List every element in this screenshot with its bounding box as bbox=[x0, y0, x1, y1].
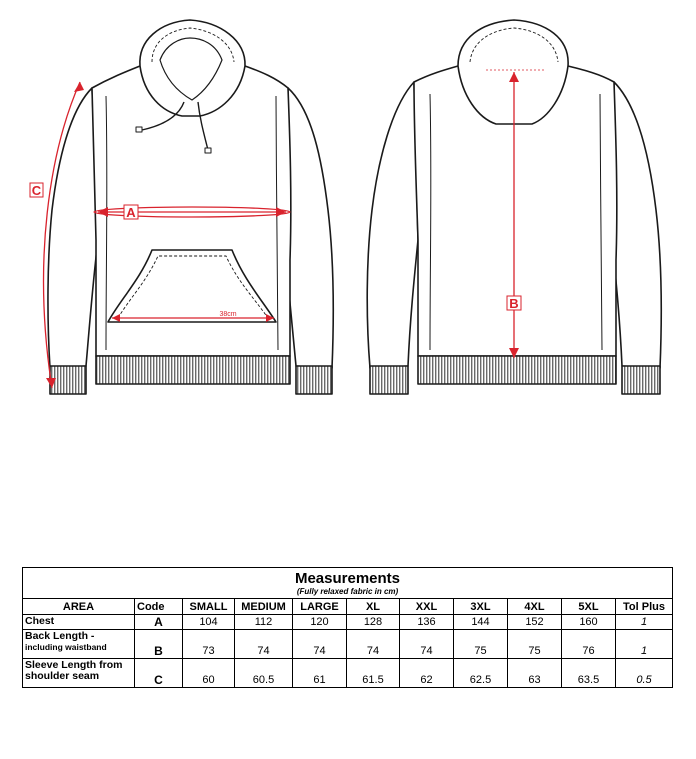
cell-5xl: 63.5 bbox=[562, 659, 616, 688]
back-waistband bbox=[418, 356, 616, 384]
cell-3xl: 144 bbox=[454, 615, 508, 630]
cell-xxl: 62 bbox=[400, 659, 454, 688]
chest-label: A bbox=[126, 205, 136, 220]
cell-3xl: 75 bbox=[454, 630, 508, 659]
cell-4xl: 63 bbox=[508, 659, 562, 688]
cell-medium: 112 bbox=[235, 615, 293, 630]
pocket-width-label: 38cm bbox=[219, 311, 237, 318]
row-area: Chest bbox=[23, 615, 135, 630]
front-right-cuff bbox=[296, 366, 332, 394]
cell-4xl: 152 bbox=[508, 615, 562, 630]
header-small: SMALL bbox=[183, 599, 235, 615]
row-code: C bbox=[135, 659, 183, 688]
row-area: Sleeve Length from shoulder seam bbox=[23, 659, 135, 688]
header-large: LARGE bbox=[293, 599, 347, 615]
header-4xl: 4XL bbox=[508, 599, 562, 615]
cell-xl: 61.5 bbox=[347, 659, 400, 688]
table-title-cell bbox=[23, 568, 673, 599]
row-code: B bbox=[135, 630, 183, 659]
back-length-label: B bbox=[509, 296, 519, 311]
table-subtitle: (Fully relaxed fabric in cm) bbox=[296, 587, 399, 596]
cell-xl: 128 bbox=[347, 615, 400, 630]
back-hood bbox=[458, 20, 568, 124]
cell-4xl: 75 bbox=[508, 630, 562, 659]
cell-tol-plus: 0.5 bbox=[616, 659, 673, 688]
back-right-cuff bbox=[622, 366, 660, 394]
cell-small: 104 bbox=[183, 615, 235, 630]
cell-medium: 74 bbox=[235, 630, 293, 659]
cell-tol-plus: 1 bbox=[616, 630, 673, 659]
row-area: Back Length - including waistband bbox=[23, 630, 135, 659]
header-xl: XL bbox=[347, 599, 400, 615]
header-area: AREA bbox=[23, 599, 135, 615]
cell-xl: 74 bbox=[347, 630, 400, 659]
front-left-cuff bbox=[50, 366, 86, 394]
back-left-cuff bbox=[370, 366, 408, 394]
cell-tol-plus: 1 bbox=[616, 615, 673, 630]
table-row bbox=[23, 659, 673, 688]
header-xxl: XXL bbox=[400, 599, 454, 615]
cell-3xl: 62.5 bbox=[454, 659, 508, 688]
table-header-row bbox=[23, 599, 673, 615]
sleeve-length-label: C bbox=[31, 183, 42, 198]
row-code: A bbox=[135, 615, 183, 630]
cell-5xl: 76 bbox=[562, 630, 616, 659]
cell-large: 61 bbox=[293, 659, 347, 688]
cell-large: 74 bbox=[293, 630, 347, 659]
table-title: Measurements bbox=[294, 570, 401, 587]
cell-small: 60 bbox=[183, 659, 235, 688]
measurements-table-wrapper bbox=[22, 567, 672, 688]
cell-medium: 60.5 bbox=[235, 659, 293, 688]
header-medium: MEDIUM bbox=[235, 599, 293, 615]
cell-xxl: 74 bbox=[400, 630, 454, 659]
header-3xl: 3XL bbox=[454, 599, 508, 615]
header-code: Code bbox=[135, 599, 183, 615]
header-tol-plus: Tol Plus bbox=[616, 599, 673, 615]
cell-small: 73 bbox=[183, 630, 235, 659]
back-right-sleeve bbox=[612, 82, 661, 368]
measurements-table bbox=[22, 567, 673, 688]
table-row bbox=[23, 615, 673, 630]
cell-5xl: 160 bbox=[562, 615, 616, 630]
header-5xl: 5XL bbox=[562, 599, 616, 615]
front-left-sleeve bbox=[48, 88, 98, 368]
front-waistband bbox=[96, 356, 290, 384]
cell-large: 120 bbox=[293, 615, 347, 630]
back-left-sleeve bbox=[367, 82, 418, 368]
cell-xxl: 136 bbox=[400, 615, 454, 630]
table-row bbox=[23, 630, 673, 659]
